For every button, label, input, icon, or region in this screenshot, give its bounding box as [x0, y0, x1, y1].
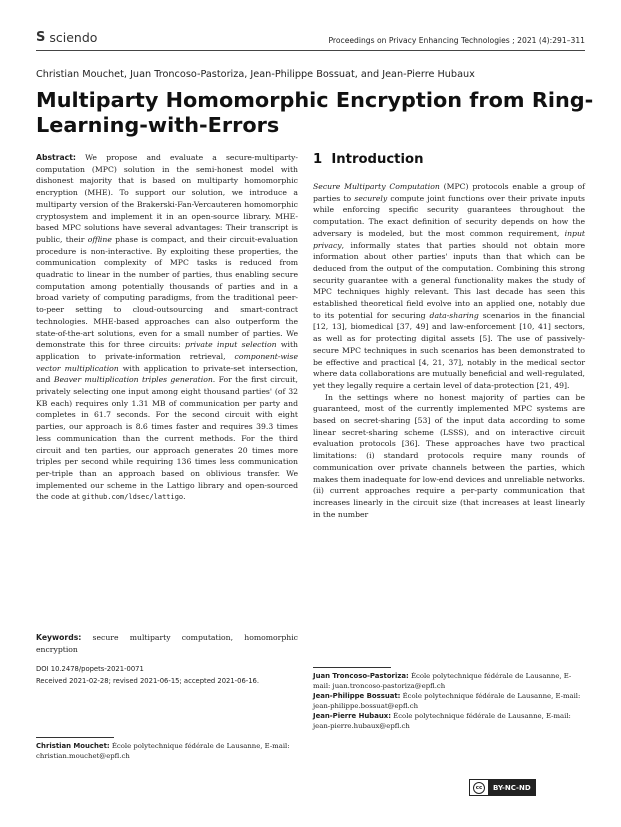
abstract-text: . For the first circuit, privately selecting one input among eight thousand parties' (of 32 KB each) requires only 1.31 MB of communication per party and completes in 61.7 seconds. For the second circuit with eight parties, our approach is 8.6 times faster and requires 39.3 times less communication than the current methods. For the third circuit and ten parties, our approach generates 20 times more triples per second while requiring 136 times less communication per-triple than an approach based on oblivious transfer. We implemented our scheme in the Lattigo library and open-sourced the code at	[36, 375, 298, 502]
section-number: 1	[313, 152, 323, 167]
paper-title: Multiparty Homomorphic Encryption from Ring-Learning-with-Errors	[36, 88, 594, 137]
license-label: BY-NC-ND	[489, 780, 535, 795]
footnote-author-2: Juan Troncoso-Pastoriza: École polytechnique fédérale de Lausanne, E-mail: juan.troncoso-pastoriza@epfl.ch	[313, 672, 572, 690]
sciendo-logo-icon: S	[36, 30, 46, 45]
section-heading	[313, 152, 423, 167]
header-rule	[36, 50, 585, 51]
abstract-emph: private input selection	[185, 340, 277, 350]
intro-emph: input privacy	[313, 228, 585, 250]
footnote-affiliation: École polytechnique fédérale de Lausanne, E-mail: christian.mouchet@epfl.ch	[36, 742, 290, 760]
abstract-emph: Beaver multiplication triples generation	[53, 375, 213, 385]
abstract-text: .	[183, 492, 186, 502]
footnote-author-name: Christian Mouchet:	[36, 742, 110, 750]
abstract-text: with application to private-set intersection, and	[36, 363, 298, 385]
intro-emph: securely	[354, 193, 388, 203]
intro-text: , informally states that parties should not obtain more information about other parties' inputs than that which can be deduced from the output of the computation. Combining this strong security guarantee with a general functionality makes the study of MPC techniques highly relevant. This last decade has seen this established theoretical field evolve into an applied one, notably due to its potential for securing	[313, 240, 585, 320]
footnotes-right	[313, 671, 585, 731]
received-dates: Received 2021-02-28; revised 2021-06-15; accepted 2021-06-16.	[36, 677, 260, 685]
intro-text: compute joint functions over their private inputs while enforcing specific security guarantees throughout the computation. The exact definition of security depends on how the adversary is modeled, but the most common requirement,	[313, 193, 585, 238]
intro-emph: data-sharing	[429, 310, 479, 320]
intro-emph: Secure Multiparty Computation	[313, 182, 440, 191]
publisher-name: sciendo	[49, 30, 98, 45]
publisher-logo	[36, 30, 97, 45]
abstract-emph: offline	[87, 234, 112, 244]
cc-license-badge[interactable]	[469, 779, 536, 796]
abstract-text: phase is compact, and their circuit-evaluation procedure is non-interactive. By exploiting these properties, the communication complexity of MPC tasks is reduced from quadratic to linear in the number of parties, thus enabling secure computation among potentially thousands of parties and in a broad variety of computing paradigms, from the traditional peer-to-peer setting to cloud-outsourcing and smart-contract technologies. MHE-based approaches can also outperform the state-of-the-art solutions, even for a small number of parties. We demonstrate this for three circuits:	[36, 234, 298, 350]
abstract-text: We propose and evaluate a secure-multiparty-computation (MPC) solution in the semi-honest model with dishonest majority that is based on multiparty homomorphic encryption (MHE). To support our solution, we introduce a multiparty version of the Brakerski-Fan-Vercauteren homomorphic cryptosystem and implement it in an open-source library. MHE-based MPC solutions have several advantages: Their transcript is public, their	[36, 153, 298, 244]
footnote-author-3: Jean-Philippe Bossuat: École polytechnique fédérale de Lausanne, E-mail: jean-philippe.bossuat@epfl.ch	[313, 692, 581, 710]
intro-paragraph-1	[313, 181, 585, 392]
section-title: Introduction	[331, 152, 424, 167]
introduction-body	[313, 181, 585, 520]
footnote-author-4: Jean-Pierre Hubaux: École polytechnique fédérale de Lausanne, E-mail: jean-pierre.hubaux@epfl.ch	[313, 712, 571, 730]
intro-text: scenarios in the financial [12, 13], biomedical [37, 49] and law-enforcement [10, 41] sectors, as well as for protecting digital assets [5]. The use of passively-secure MPC techniques in such scenarios has been demonstrated to be effective and practical [4, 21, 37], notably in the medical sector where data collaborations are mutually beneficial and well-regulated, yet they legally require a certain level of data-protection [21, 49].	[313, 310, 585, 390]
abstract-emph: component-wise vector multiplication	[36, 351, 298, 373]
author-list: Christian Mouchet, Juan Troncoso-Pastoriza, Jean-Philippe Bossuat, and Jean-Pierre Hubaux	[36, 69, 475, 80]
abstract-label: Abstract:	[36, 153, 76, 162]
intro-paragraph-2: In the settings where no honest majority of parties can be guaranteed, most of the currently implemented MPC systems are based on secret-sharing [53] of the input data according to some linear secret-sharing scheme (LSSS), and on interactive circuit evaluation protocols [36]. These approaches have two practical limitations: (i) standard protocols require many rounds of communication over private channels between the parties, which makes them inadequate for low-end devices and unreliable networks. (ii) current approaches require a per-party communication that increases linearly in the circuit size (that increases at least linearly in the number	[313, 392, 585, 519]
journal-header: Proceedings on Privacy Enhancing Technologies ; 2021 (4):291–311	[328, 36, 585, 45]
footnote-author-1	[36, 741, 298, 761]
footnote-rule	[36, 737, 114, 738]
creative-commons-icon: cc	[470, 780, 489, 795]
repository-link[interactable]: github.com/ldsec/lattigo	[82, 493, 184, 502]
intro-text: (MPC) protocols enable a group of parties to	[313, 182, 585, 203]
keywords-text: secure multiparty computation, homomorphic encryption	[36, 633, 298, 654]
abstract-text: with application to private-information retrieval,	[36, 340, 298, 361]
keywords	[36, 632, 298, 655]
keywords-label: Keywords:	[36, 633, 82, 642]
footnote-rule	[313, 667, 391, 668]
doi[interactable]: DOI 10.2478/popets-2021-0071	[36, 665, 144, 673]
abstract	[36, 152, 298, 504]
